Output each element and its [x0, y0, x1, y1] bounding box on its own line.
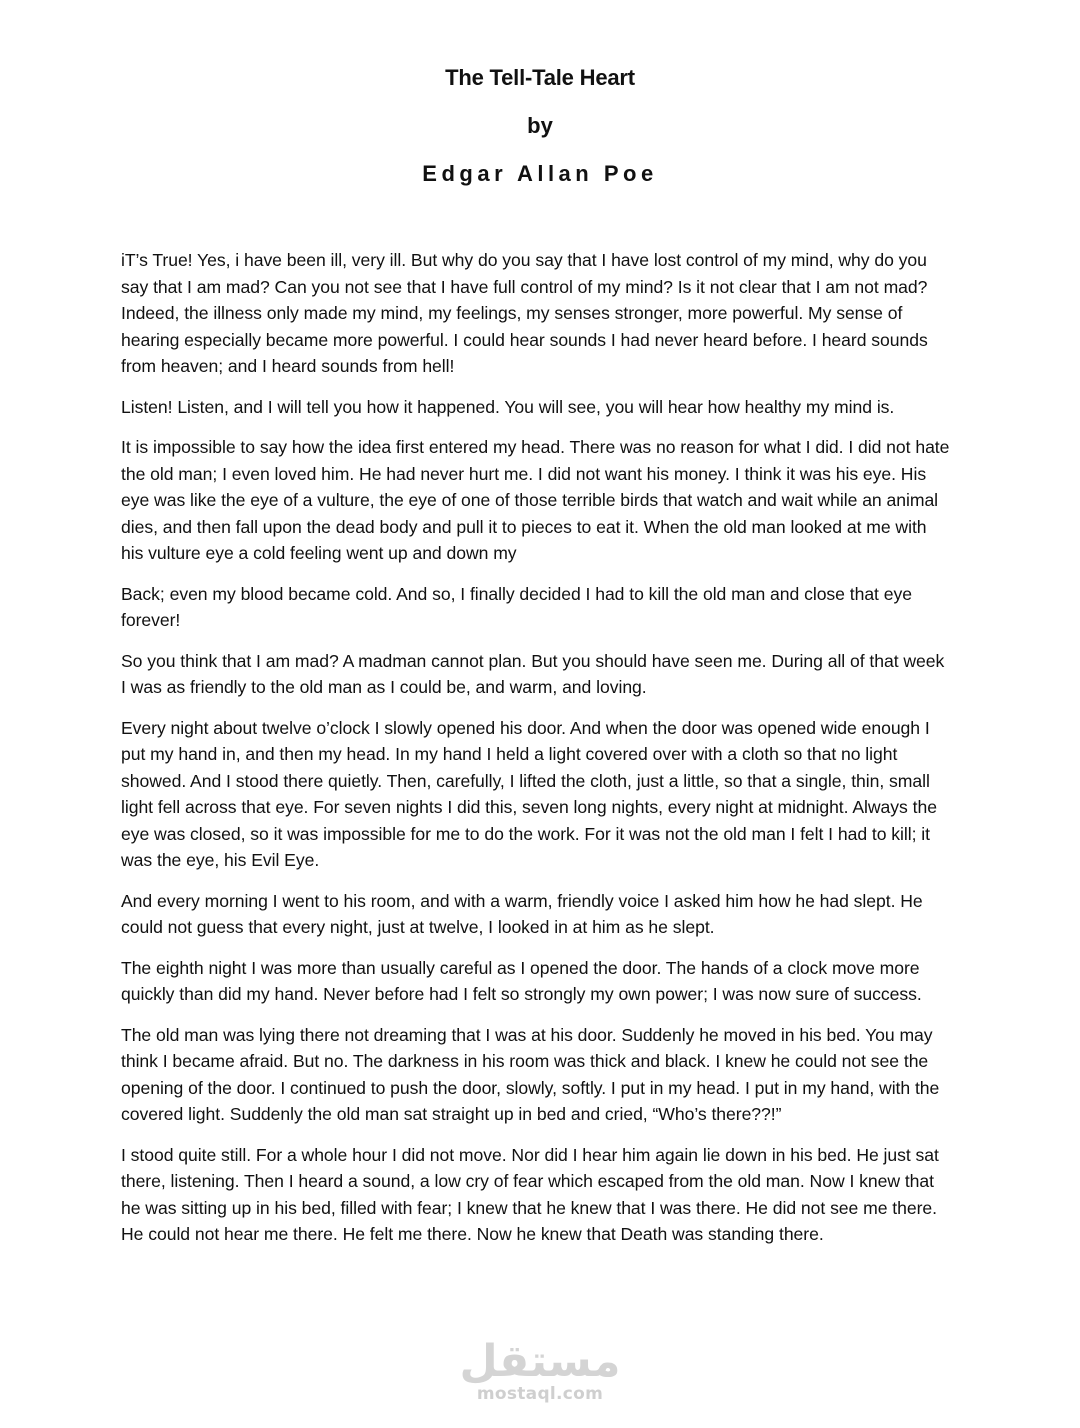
document-title: The Tell-Tale Heart: [445, 65, 635, 90]
paragraph: iT’s True! Yes, i have been ill, very ill. But why do you say that I have lost control of my mind, why do you say that I am mad? Can you not see that I have full control of my mind? Is it not clear that I am not mad? Indeed, the illness only made my mind, my feelings, my senses stronger, more powerful. My sense of hearing especially became more powerful. I could hear sounds I had never heard before. I heard sounds from heaven; and I heard sounds from hell!: [121, 250, 928, 376]
paragraph: The eighth night I was more than usually careful as I opened the door. The hands of a clock move more quickly than did my hand. Never before had I felt so strongly my own power; I was now sure of success.: [121, 957, 922, 1004]
paragraph: So you think that I am mad? A madman cannot plan. But you should have seen me. During all of that week I was as friendly to the old man as I could be, and warm, and loving.: [121, 650, 945, 697]
paragraph: It is impossible to say how the idea first entered my head. There was no reason for what I did. I did not hate the old man; I even loved him. He had never hurt me. I did not want his money. I think it was his eye. His eye was like the eye of a vulture, the eye of one of those terrible birds that watch and wait while an animal dies, and then fall upon the dead body and pull it to pieces to eat it. When the old man looked at me with his vulture eye a cold feeling went up and down my: [121, 437, 950, 563]
watermark-url: mostaql.com: [476, 1384, 604, 1404]
paragraph: And every morning I went to his room, and with a warm, friendly voice I asked him how he had slept. He could not guess that every night, just at twelve, I looked in at him as he slept.: [121, 890, 923, 937]
watermark-logo: مستقل: [459, 1336, 621, 1387]
paragraph: I stood quite still. For a whole hour I did not move. Nor did I hear him again lie down in his bed. He just sat there, listening. Then I heard a sound, a low cry of fear which escaped from the old man. Now I knew that he was sitting up in his bed, filled with fear; I knew that he knew that I was there. He did not see me there. He could not hear me there. He felt me there. Now he knew that Death was standing there.: [121, 1144, 939, 1244]
paragraph: Listen! Listen, and I will tell you how it happened. You will see, you will hear how healthy my mind is.: [121, 396, 895, 417]
paragraph: Back; even my blood became cold. And so, I finally decided I had to kill the old man and close that eye forever!: [121, 583, 912, 630]
paragraph: The old man was lying there not dreaming that I was at his door. Suddenly he moved in his bed. You may think I became afraid. But no. The darkness in his room was thick and black. I knew he could not see the opening of the door. I continued to push the door, slowly, softly. I put in my head. I put in my hand, with the covered light. Suddenly the old man sat straight up in bed and cried, “Who’s there??!”: [121, 1024, 940, 1124]
document-header: [0, 60, 1080, 192]
author-name: Edgar Allan Poe: [422, 161, 658, 186]
story-body: [121, 247, 953, 1262]
byline: by: [527, 113, 553, 138]
paragraph: Every night about twelve o’clock I slowly opened his door. And when the door was opened wide enough I put my hand in, and then my head. In my hand I held a light covered over with a cloth so that no light showed. And I stood there quietly. Then, carefully, I lifted the cloth, just a little, so that a single, thin, small light fell across that eye. For seven nights I did this, seven long nights, every night at midnight. Always the eye was closed, so it was impossible for me to do the work. For it was not the old man I felt I had to kill; it was the eye, his Evil Eye.: [121, 717, 937, 870]
mostaql-watermark: [430, 1336, 650, 1404]
